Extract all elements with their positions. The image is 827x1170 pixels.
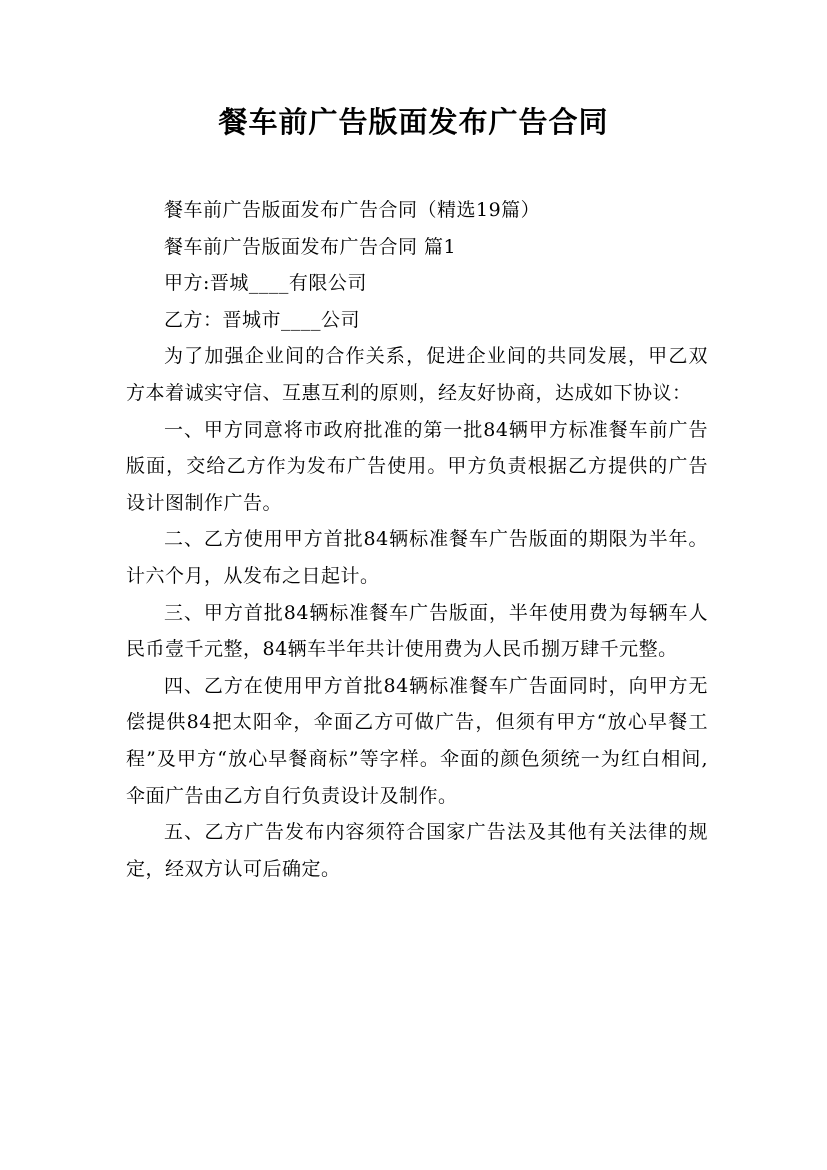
paragraph-clause-4: 四、乙方在使用甲方首批84辆标准餐车广告面同时，向甲方无偿提供84把太阳伞，伞面乙方可做广告，但须有甲方“放心早餐工程”及甲方“放心早餐商标”等字样。伞面的颜色须统一为红白相间,伞面广告由乙方自行负责设计及制作。 [126,674,708,807]
paragraph-preamble: 为了加强企业间的合作关系，促进企业间的共同发展，甲乙双方本着诚实守信、互惠互利的原则，经友好协商，达成如下协议： [126,345,708,404]
paragraph-party-a: 甲方:晋城____有限公司 [164,272,367,295]
paragraph-section-heading: 餐车前广告版面发布广告合同 篇1 [164,235,457,258]
paragraph-clause-3: 三、甲方首批84辆标准餐车广告版面，半年使用费为每辆车人民币壹千元整，84辆车半年共计使用费为人民币捌万肆千元整。 [126,601,708,661]
document-title: 餐车前广告版面发布广告合同 [218,105,609,139]
paragraph-clause-1: 一、甲方同意将市政府批准的第一批84辆甲方标准餐车前广告版面，交给乙方作为发布广告使用。甲方负责根据乙方提供的广告设计图制作广告。 [126,418,708,514]
paragraph-clause-5: 五、乙方广告发布内容须符合国家广告法及其他有关法律的规定，经双方认可后确定。 [126,821,708,880]
paragraph-clause-2: 二、乙方使用甲方首批84辆标准餐车广告版面的期限为半年。计六个月，从发布之日起计。 [126,528,708,587]
document-body [126,192,708,887]
paragraph-party-b: 乙方：晋城市____公司 [164,308,361,331]
paragraph-collection-title: 餐车前广告版面发布广告合同（精选19篇） [164,199,541,221]
